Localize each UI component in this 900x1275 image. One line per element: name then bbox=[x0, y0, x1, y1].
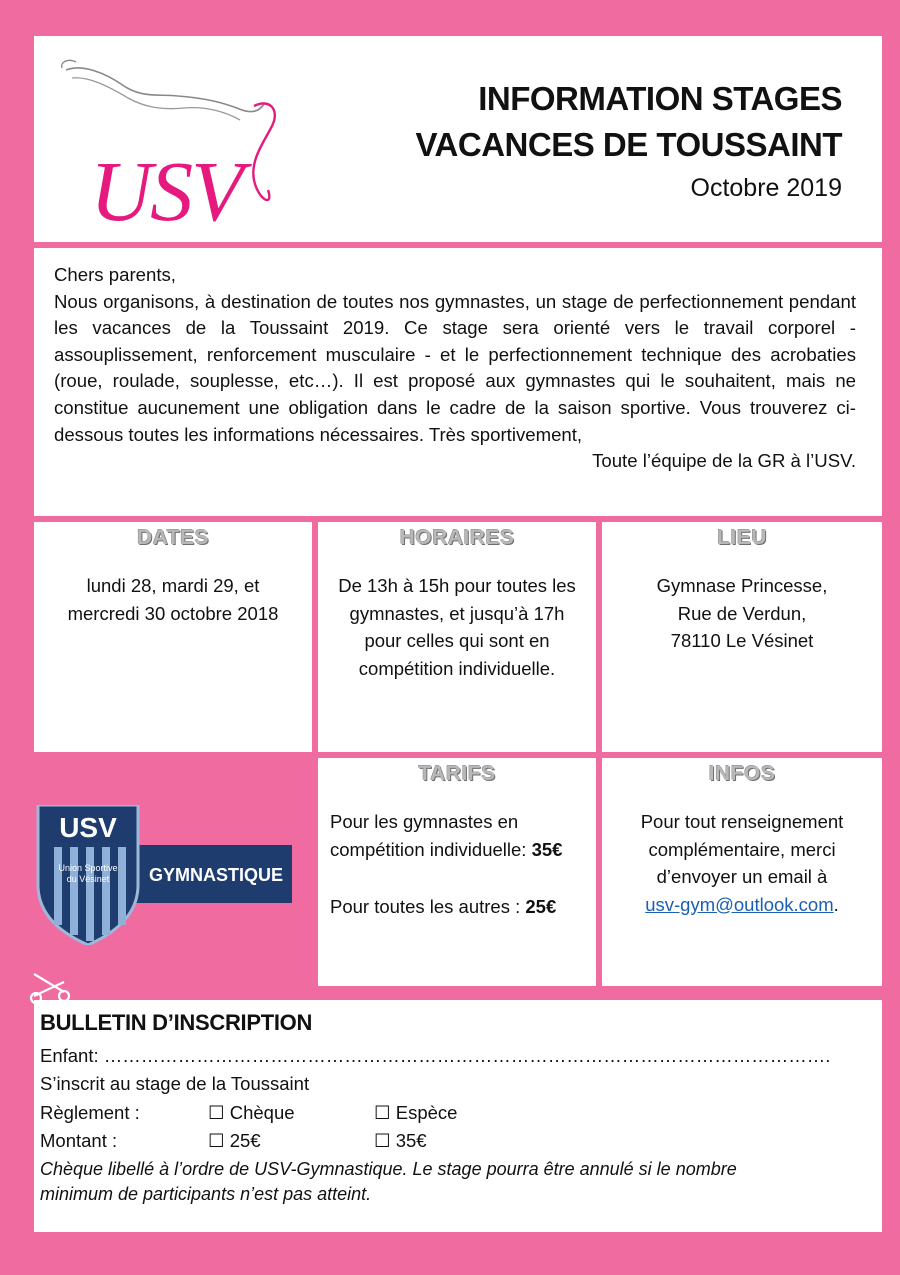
dates-heading: DATES bbox=[136, 526, 210, 549]
montant-25-checkbox[interactable]: ☐ 25€ bbox=[208, 1129, 261, 1151]
reglement-row bbox=[40, 1099, 872, 1127]
email-link[interactable]: usv-gym@outlook.com bbox=[645, 893, 834, 915]
horaires-line-2: gymnastes, et jusqu’à 17h bbox=[349, 602, 565, 624]
note-line-1: Chèque libellé à l’ordre de USV-Gymnastique. Le stage pourra être annulé si le nombre bbox=[40, 1159, 737, 1180]
bulletin-panel bbox=[34, 1000, 882, 1232]
lieu-line-2: Rue de Verdun, bbox=[677, 602, 807, 624]
lieu-heading: LIEU bbox=[717, 526, 767, 549]
tarifs-price-competition: 35€ bbox=[531, 838, 563, 860]
usv-gymnastique-logo bbox=[36, 805, 296, 945]
reglement-cheque-checkbox[interactable]: ☐ Chèque bbox=[208, 1101, 295, 1123]
tarifs-line-2: compétition individuelle: bbox=[330, 838, 532, 860]
title-line-2: VACANCES DE TOUSSAINT bbox=[415, 126, 842, 163]
enfant-field[interactable]: Enfant: ………………………………………………………………………………………………………. bbox=[40, 1045, 831, 1066]
infos-heading: INFOS bbox=[708, 762, 776, 785]
horaires-panel bbox=[318, 522, 596, 752]
lieu-line-1: Gymnase Princesse, bbox=[656, 575, 828, 596]
signature: Toute l’équipe de la GR à l’USV. bbox=[592, 450, 856, 472]
tarifs-panel bbox=[318, 758, 596, 986]
infos-line-1: Pour tout renseignement bbox=[640, 811, 844, 832]
dates-line-2: mercredi 30 octobre 2018 bbox=[67, 602, 279, 624]
stage-line: S’inscrit au stage de la Toussaint bbox=[40, 1073, 310, 1095]
lieu-panel bbox=[602, 522, 882, 752]
note-line-2: minimum de participants n’est pas atteint. bbox=[40, 1184, 372, 1205]
tarifs-heading: TARIFS bbox=[418, 762, 496, 785]
horaires-line-4: compétition individuelle. bbox=[358, 657, 556, 679]
horaires-line-3: pour celles qui sont en bbox=[364, 630, 550, 651]
horaires-heading: HORAIRES bbox=[399, 526, 515, 549]
tarifs-price-others: 25€ bbox=[525, 896, 557, 917]
montant-35-checkbox[interactable]: ☐ 35€ bbox=[374, 1129, 427, 1151]
subtitle-date: Octobre 2019 bbox=[690, 174, 842, 202]
greeting: Chers parents, bbox=[54, 264, 176, 285]
intro-panel bbox=[34, 248, 882, 516]
lieu-line-3: 78110 Le Vésinet bbox=[670, 630, 814, 651]
reglement-espece-checkbox[interactable]: ☐ Espèce bbox=[374, 1101, 458, 1123]
dates-panel bbox=[34, 522, 312, 752]
tarifs-line-1: Pour les gymnastes en bbox=[330, 811, 519, 832]
bulletin-title: BULLETIN D’INSCRIPTION bbox=[40, 1010, 313, 1035]
infos-line-2: complémentaire, merci bbox=[648, 838, 836, 860]
infos-line-3: d’envoyer un email à bbox=[656, 866, 828, 887]
montant-row bbox=[40, 1127, 872, 1155]
club-name-line-2: du Vésinet bbox=[66, 874, 110, 884]
infos-panel bbox=[602, 758, 882, 986]
intro-body: Nous organisons, à destination de toutes nos gymnastes, un stage de perfectionnement pendant les vacances de la Toussaint 2019. Ce stage sera orienté vers le travail corporel - assouplissement, renforcement musculaire - et le perfectionnement technique des acrobaties (roue, roulade, souplesse, etc…). Il est proposé aux gymnastes qui le souhaitent, mais ne constitue aucunement une obligation dans le cadre de la saison sportive. Vous trouverez ci-dessous toutes les informations nécessaires. Très sportivement, bbox=[54, 290, 856, 445]
club-label: GYMNASTIQUE bbox=[148, 865, 284, 885]
horaires-line-1: De 13h à 15h pour toutes les bbox=[338, 575, 576, 596]
club-abbr: USV bbox=[59, 812, 117, 843]
logo-text: USV bbox=[90, 143, 242, 230]
title-line-1: INFORMATION STAGES bbox=[478, 80, 842, 117]
dates-line-1: lundi 28, mardi 29, et bbox=[86, 575, 260, 596]
email-suffix: . bbox=[833, 893, 839, 915]
usv-gymnast-logo bbox=[54, 50, 284, 230]
montant-label: Montant : bbox=[40, 1129, 118, 1151]
header-panel bbox=[34, 36, 882, 242]
page-title bbox=[416, 76, 843, 168]
reglement-label: Règlement : bbox=[40, 1101, 140, 1123]
tarifs-line-3: Pour toutes les autres : bbox=[330, 896, 526, 917]
club-name-line-1: Union Sportive bbox=[58, 863, 118, 873]
